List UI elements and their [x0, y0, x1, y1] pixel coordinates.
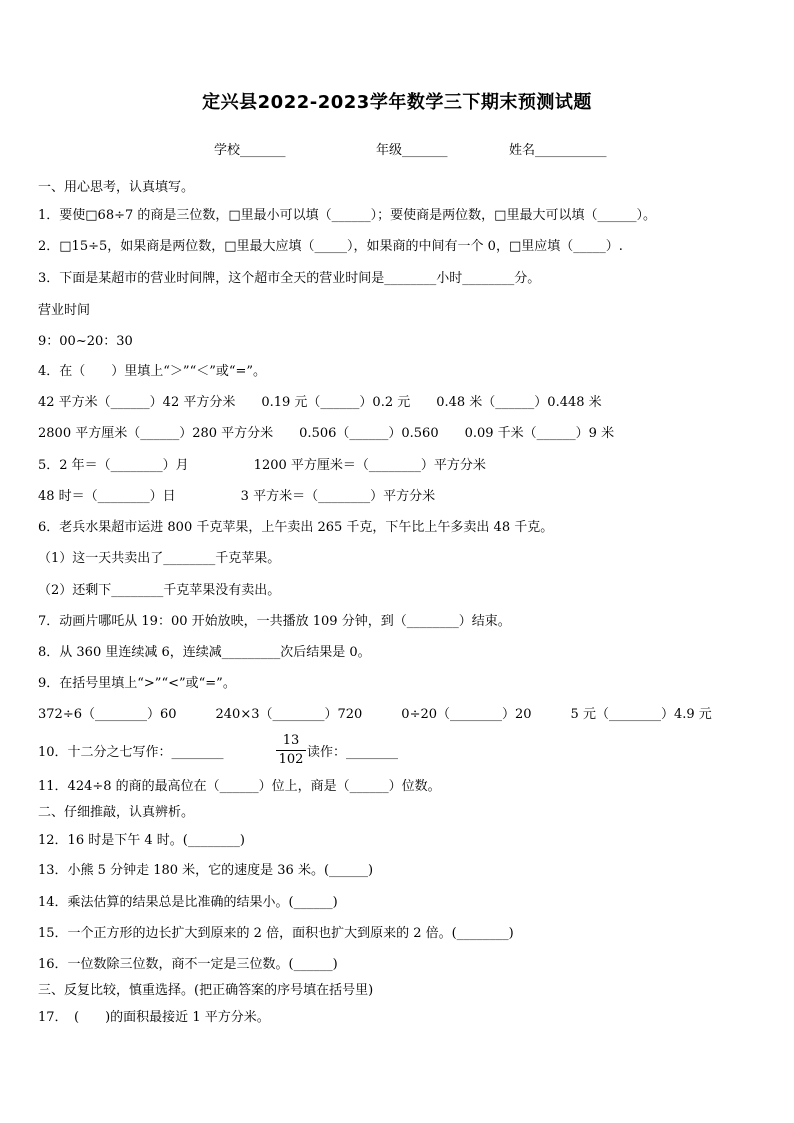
- question-6-part-2: （2）还剩下________千克苹果没有卖出。: [38, 583, 281, 598]
- question-14: 14．乘法估算的结果总是比准确的结果小。(______): [38, 895, 338, 910]
- fraction-13-over-102: [276, 733, 306, 768]
- school-field-label: 学校_______: [214, 143, 286, 158]
- question-4-row-1: 42 平方米（______）42 平方分米 0.19 元（______）0.2 元 0.48 米（______）0.448 米: [38, 395, 602, 410]
- fraction-denominator: 102: [278, 752, 304, 767]
- question-10-read-as: 读作：________: [307, 745, 399, 760]
- question-4-row-2: 2800 平方厘米（______）280 平方分米 0.506（______）0.560 0.09 千米（______）9 米: [38, 426, 615, 441]
- question-13: 13．小熊 5 分钟走 180 米，它的速度是 36 米。(______): [38, 863, 374, 878]
- question-4: 4．在（ ）里填上“＞”“＜”或“=”。: [38, 364, 267, 379]
- question-6: 6．老兵水果超市运进 800 千克苹果，上午卖出 265 千克，下午比上午多卖出 48 千克。: [38, 520, 554, 535]
- section-3-heading: 三、反复比较，慎重选择。(把正确答案的序号填在括号里): [38, 983, 374, 998]
- section-2-heading: 二、仔细推敲，认真辨析。: [38, 805, 195, 820]
- question-5-row-2: 48 时＝（________）日 3 平方米＝（________）平方分米: [38, 489, 436, 504]
- business-hours-value: 9：00~20：30: [38, 334, 133, 349]
- question-17: 17． ( )的面积最接近 1 平方分米。: [38, 1010, 270, 1025]
- question-9-row: 372÷6（________）60 240×3（________）720 0÷20（________）20 5 元（________）4.9 元: [38, 707, 712, 722]
- question-10: 10．十二分之七写作：________: [38, 745, 224, 760]
- section-1-heading: 一、用心思考，认真填写。: [38, 180, 195, 195]
- question-6-part-1: （1）这一天共卖出了________千克苹果。: [38, 551, 281, 566]
- question-16: 16．一位数除三位数，商不一定是三位数。(______): [38, 957, 338, 972]
- question-15: 15．一个正方形的边长扩大到原来的 2 倍，面积也扩大到原来的 2 倍。(________): [38, 926, 514, 941]
- business-hours-label: 营业时间: [38, 303, 91, 318]
- name-field-label: 姓名___________: [509, 143, 607, 158]
- question-7: 7．动画片哪吒从 19：00 开始放映，一共播放 109 分钟，到（________）结束。: [38, 614, 511, 629]
- question-12: 12．16 时是下午 4 时。(________): [38, 833, 245, 848]
- grade-field-label: 年级_______: [376, 143, 448, 158]
- question-3: 3．下面是某超市的营业时间牌，这个超市全天的营业时间是________小时________分。: [38, 271, 541, 286]
- question-1: 1．要使□68÷7 的商是三位数，□里最小可以填（______）；要使商是两位数，□里最大可以填（______）。: [38, 208, 656, 223]
- question-5-row-1: 5．2 年＝（________）月 1200 平方厘米＝（________）平方分米: [38, 458, 486, 473]
- fraction-numerator: 13: [276, 733, 306, 751]
- question-11: 11．424÷8 的商的最高位在（______）位上，商是（______）位数。: [38, 779, 441, 794]
- page-title: 定兴县2022-2023学年数学三下期末预测试题: [202, 92, 592, 113]
- question-8: 8．从 360 里连续减 6，连续减_________次后结果是 0。: [38, 645, 371, 660]
- question-9: 9．在括号里填上“>”“<”或“=”。: [38, 676, 236, 691]
- question-2: 2．□15÷5，如果商是两位数，□里最大应填（_____），如果商的中间有一个 0，□里应填（_____）.: [38, 239, 623, 254]
